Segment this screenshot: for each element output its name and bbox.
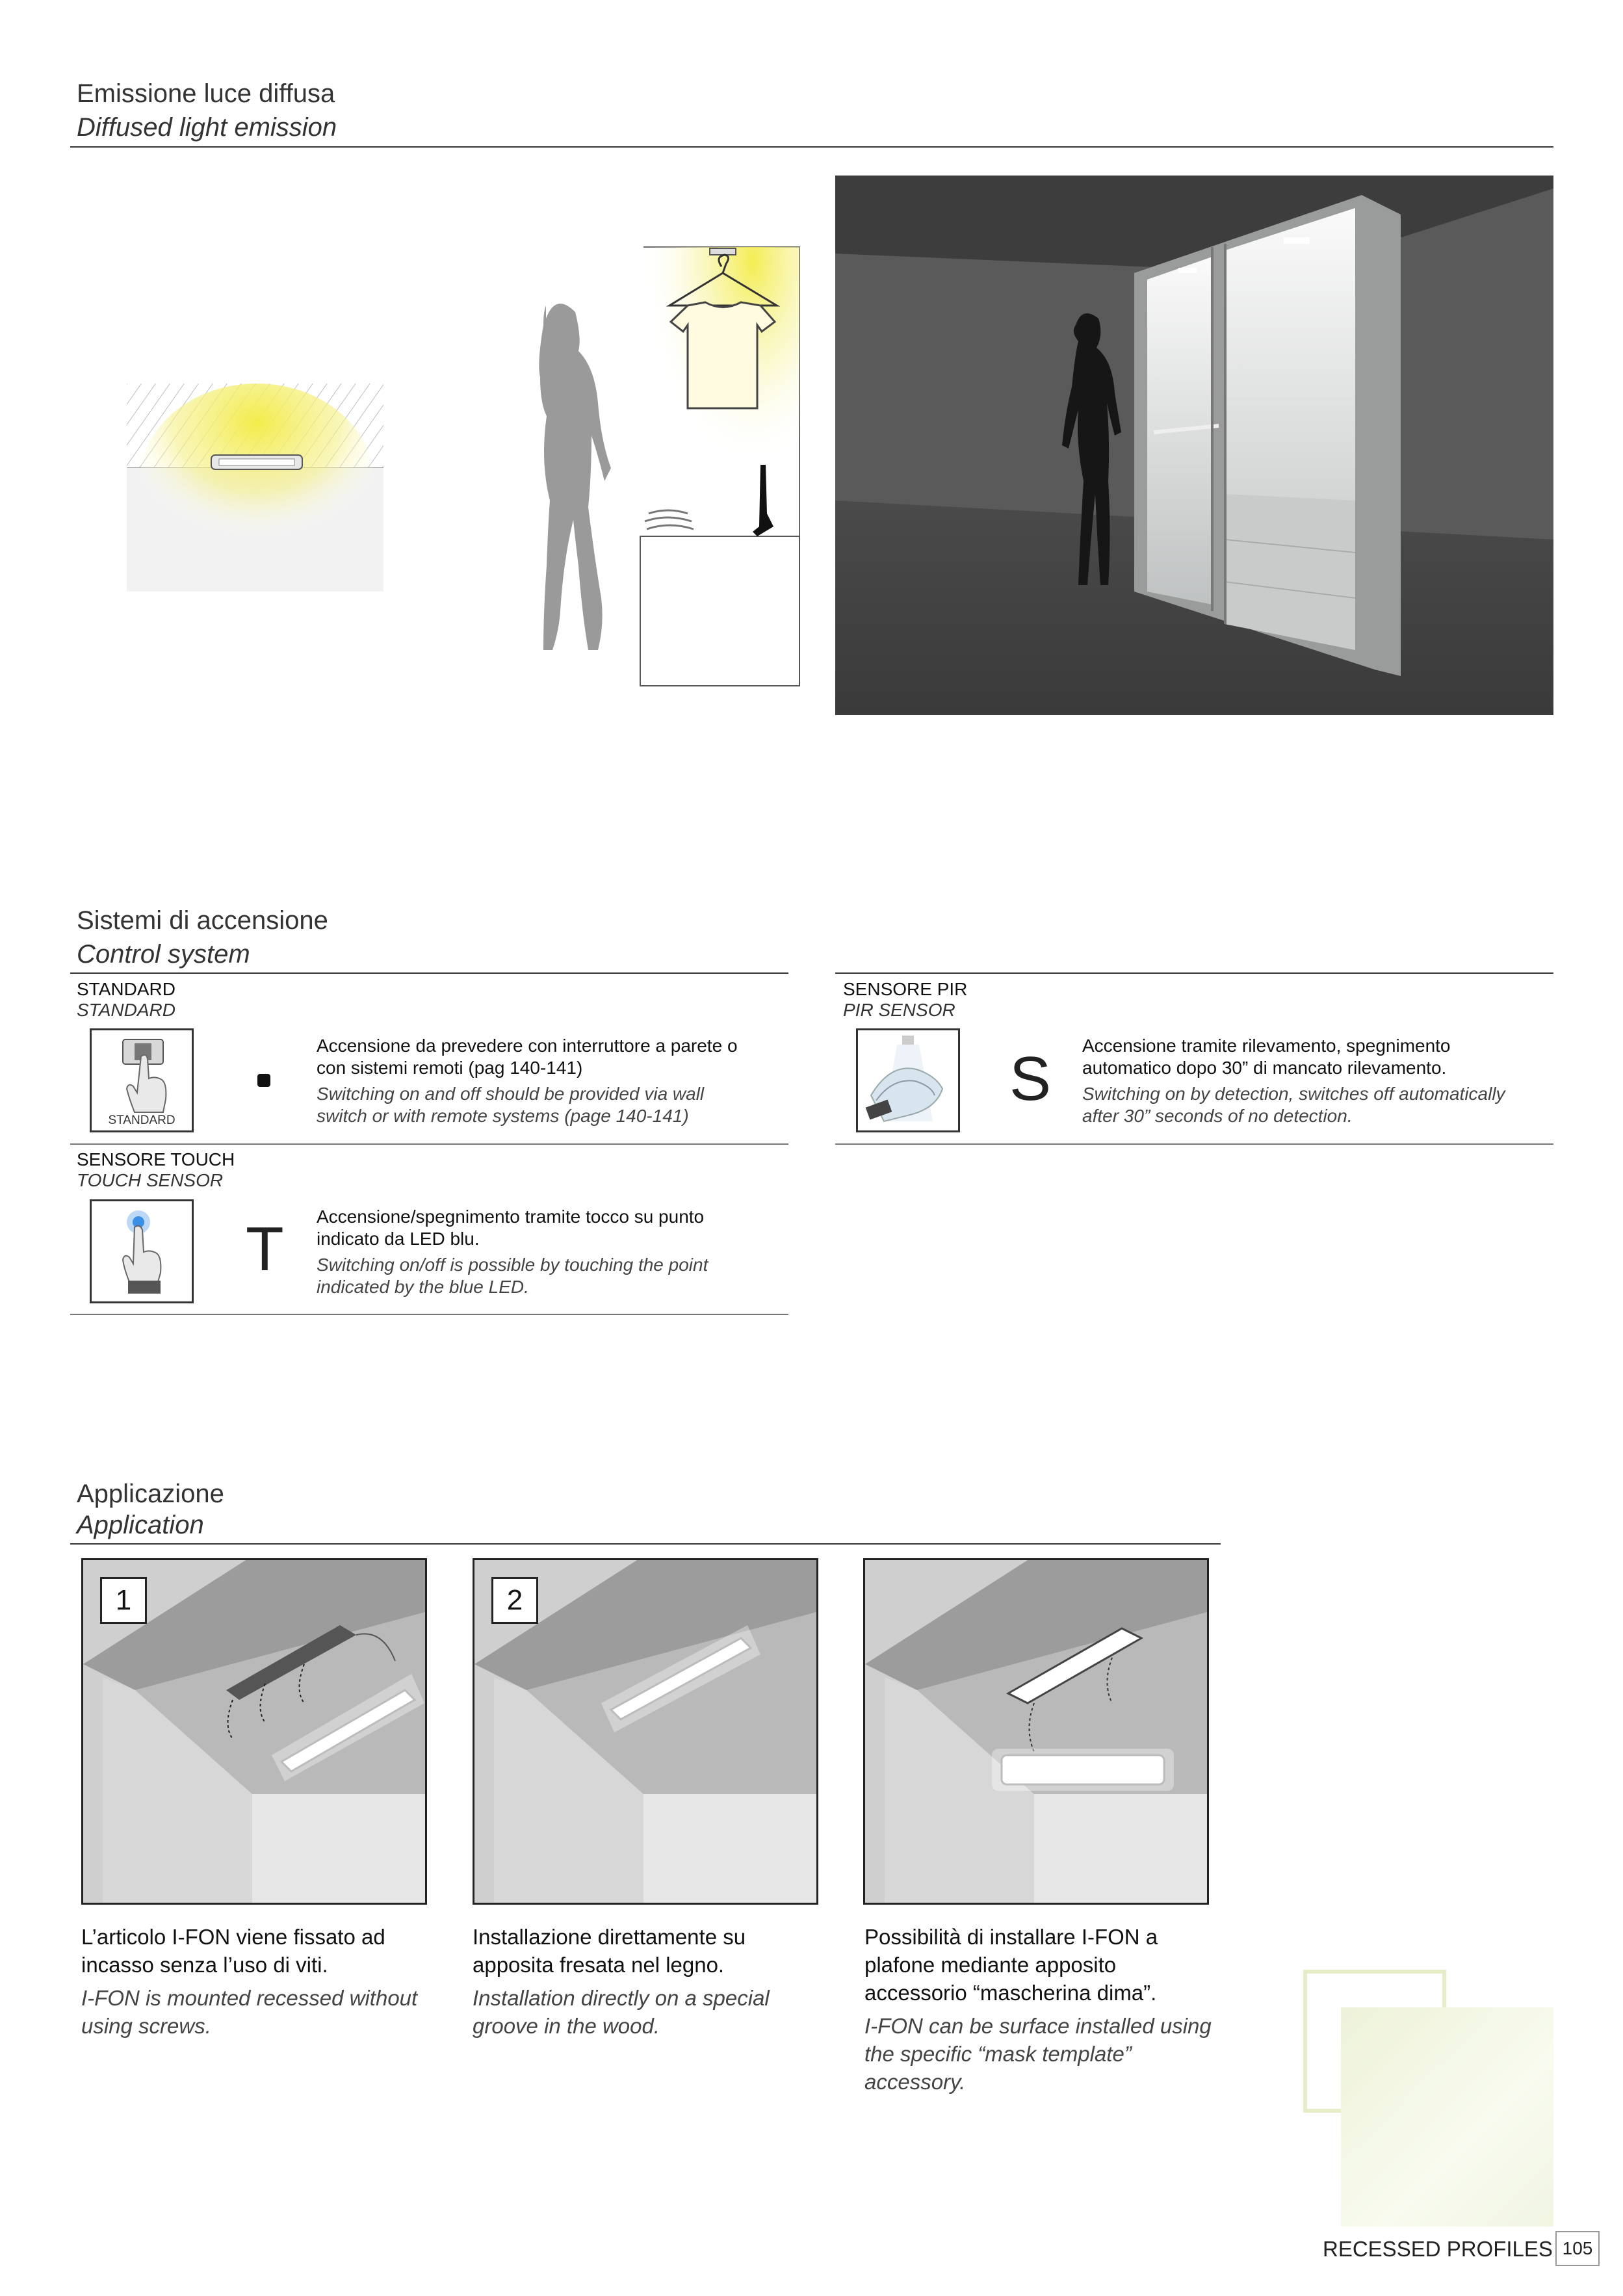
standard-heading — [77, 979, 175, 1021]
step3-illustration — [865, 1560, 1207, 1903]
pir-desc-en: Switching on by detection, switches off automatically after 30” seconds of no detection. — [1082, 1084, 1505, 1126]
touch-sensor-icon — [90, 1199, 194, 1303]
section1-title-it: Emissione luce diffusa — [77, 79, 335, 108]
footer-section-label: RECESSED PROFILES — [1323, 2237, 1553, 2261]
touch-symbol: T — [246, 1214, 284, 1284]
pir-name-en: PIR SENSOR — [843, 1000, 955, 1020]
step3-text-it: Possibilità di installare I-FON a plafone mediante apposito accessorio “mascherina dima”. — [864, 1925, 1158, 2005]
standard-name-en: STANDARD — [77, 1000, 175, 1020]
step1-image — [81, 1558, 427, 1905]
section1-divider — [70, 146, 1553, 148]
pir-symbol: S — [1009, 1044, 1052, 1114]
touch-name-it: SENSORE TOUCH — [77, 1149, 235, 1169]
pir-desc-it: Accensione tramite rilevamento, spegnimento automatico dopo 30” di mancato rilevamento. — [1082, 1036, 1451, 1078]
section3-title-en: Application — [77, 1511, 204, 1539]
standard-divider — [70, 1143, 788, 1145]
pir-divider — [835, 1143, 1553, 1145]
step3-image — [863, 1558, 1209, 1905]
touch-description — [317, 1206, 759, 1298]
hand-wave-icon — [858, 1030, 958, 1130]
step1-number: 1 — [100, 1577, 147, 1624]
pir-name-it: SENSORE PIR — [843, 979, 968, 999]
step2-text-it: Installazione direttamente su apposita fresata nel legno. — [473, 1925, 746, 1977]
standard-desc-it: Accensione da prevedere con interruttore a parete o con sistemi remoti (pag 140-141) — [317, 1036, 738, 1078]
section2-title-en: Control system — [77, 940, 250, 969]
wardrobe-photo — [835, 176, 1553, 715]
step1-caption — [81, 1923, 432, 2040]
step2-text-en: Installation directly on a special groove in the wood. — [473, 1986, 770, 2038]
step1-text-en: I-FON is mounted recessed without using screws. — [81, 1986, 418, 2038]
decorative-square-fill — [1341, 2007, 1553, 2226]
standard-desc-en: Switching on and off should be provided via wall switch or with remote systems (page 140-141) — [317, 1084, 705, 1126]
section2-title-it: Sistemi di accensione — [77, 906, 328, 935]
control-right-divider — [835, 972, 1553, 974]
footer-page-number: 105 — [1555, 2231, 1600, 2266]
step2-image — [473, 1558, 818, 1905]
touch-divider — [70, 1314, 788, 1315]
section1-title-en: Diffused light emission — [77, 113, 337, 142]
touch-name-en: TOUCH SENSOR — [77, 1170, 224, 1190]
hand-touch-icon — [92, 1201, 192, 1301]
standard-symbol-square — [257, 1074, 270, 1087]
section3-title-it: Applicazione — [77, 1480, 224, 1508]
pir-sensor-icon — [856, 1028, 960, 1132]
section3-divider — [70, 1543, 1221, 1545]
pir-heading — [843, 979, 967, 1021]
standard-name-it: STANDARD — [77, 979, 175, 999]
pir-description — [1082, 1035, 1531, 1127]
control-left-divider — [70, 972, 788, 974]
step1-text-it: L’articolo I-FON viene fissato ad incasso senza l’uso di viti. — [81, 1925, 385, 1977]
step3-caption — [864, 1923, 1215, 2096]
touch-desc-en: Switching on/off is possible by touching the point indicated by the blue LED. — [317, 1255, 708, 1297]
step2-number: 2 — [491, 1577, 538, 1624]
step3-text-en: I-FON can be surface installed using the specific “mask template” accessory. — [864, 2014, 1212, 2094]
standard-description — [317, 1035, 759, 1127]
step2-caption — [473, 1923, 824, 2040]
touch-heading — [77, 1149, 235, 1191]
standard-switch-icon — [90, 1028, 194, 1132]
wardrobe-person-illustration — [481, 241, 806, 689]
standard-icon-label: STANDARD — [108, 1114, 175, 1127]
touch-desc-it: Accensione/spegnimento tramite tocco su punto indicato da LED blu. — [317, 1207, 705, 1249]
ceiling-light-diagram — [127, 384, 383, 592]
